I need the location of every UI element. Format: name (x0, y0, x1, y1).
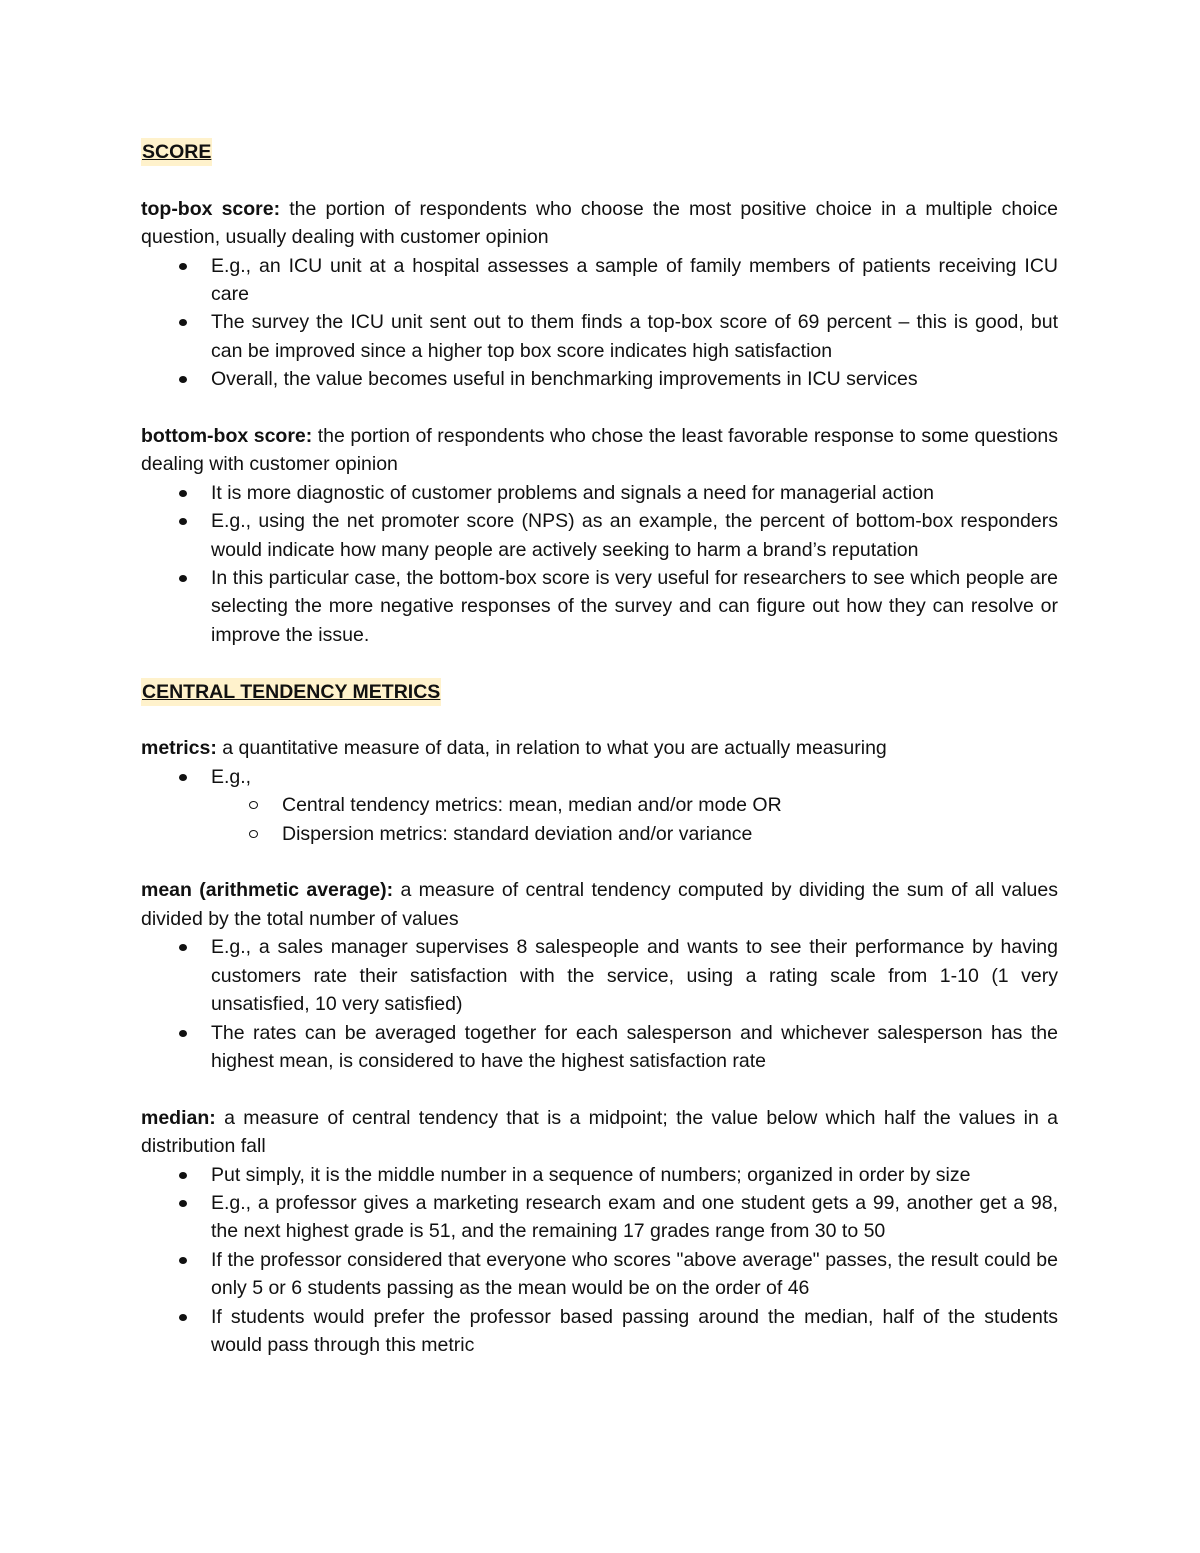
definition-mean (141, 876, 1058, 933)
definition-median (141, 1104, 1058, 1161)
term-top-box-score: top-box score: (141, 197, 281, 220)
definition-top-box-score (141, 195, 1058, 252)
term-bottom-box-score: bottom-box score: (141, 425, 313, 448)
list-item-text: Put simply, it is the middle number in a sequence of numbers; organized in order by size (211, 1163, 971, 1186)
list-item (141, 1189, 1058, 1246)
bullet-icon (179, 1200, 187, 1207)
section-heading-score: SCORE (141, 138, 212, 166)
list-item (141, 1019, 1058, 1076)
bullet-list (141, 933, 1058, 1075)
list-item (141, 365, 1058, 393)
bullet-icon (179, 1172, 187, 1179)
sub-bullet-list (211, 791, 1058, 848)
list-item (141, 308, 1058, 365)
list-item-text: The rates can be averaged together for each salesperson and whichever salesperson has the highest mean, is considered to have the highest satisfaction rate (211, 1021, 1058, 1072)
list-item (141, 933, 1058, 1018)
hollow-bullet-icon (249, 830, 258, 838)
definition-text: a measure of central tendency computed by dividing the sum of all values divided by the total number of values (141, 879, 1058, 930)
list-item (141, 479, 1058, 507)
list-item-text: E.g., using the net promoter score (NPS) as an example, the percent of bottom-box responders would indicate how many people are actively seeking to harm a brand’s reputation (211, 510, 1058, 561)
definition-text: the portion of respondents who chose the least favorable response to some questions dealing with customer opinion (141, 425, 1058, 476)
list-item-text: It is more diagnostic of customer problems and signals a need for managerial action (211, 481, 934, 504)
definition-bottom-box-score (141, 422, 1058, 479)
bullet-icon (179, 490, 187, 497)
document-page (141, 138, 1058, 1359)
bullet-list (141, 763, 1058, 848)
list-item-text: E.g., an ICU unit at a hospital assesses a sample of family members of patients receiving ICU care (211, 254, 1058, 306)
sub-list-item (211, 791, 1058, 819)
bullet-icon (179, 263, 187, 270)
bullet-icon (179, 319, 187, 326)
bullet-list (141, 1161, 1058, 1360)
term-metrics: metrics: (141, 737, 217, 760)
hollow-bullet-icon (249, 801, 258, 809)
list-item-text: E.g., (211, 765, 252, 788)
list-item (141, 763, 1058, 848)
bullet-list (141, 252, 1058, 394)
sub-list-item (211, 820, 1058, 848)
definition-metrics (141, 734, 1058, 762)
list-item (141, 507, 1058, 564)
definition-text: the portion of respondents who choose the most positive choice in a multiple choice question, usually dealing with customer opinion (141, 197, 1058, 249)
list-item-text: Overall, the value becomes useful in benchmarking improvements in ICU services (211, 368, 918, 391)
list-item (141, 564, 1058, 649)
term-mean: mean (arithmetic average): (141, 879, 394, 902)
list-item (141, 1303, 1058, 1360)
bullet-icon (179, 944, 187, 951)
definition-text: a quantitative measure of data, in relation to what you are actually measuring (216, 737, 887, 760)
bullet-icon (179, 1314, 187, 1321)
list-item-text: E.g., a professor gives a marketing research exam and one student gets a 99, another get a 98, the next highest grade is 51, and the remaining 17 grades range from 30 to 50 (211, 1191, 1058, 1243)
list-item (141, 252, 1058, 309)
list-item-text: If the professor considered that everyone who scores "above average" passes, the result could be only 5 or 6 students passing as the mean would be on the order of 46 (211, 1248, 1058, 1300)
bullet-icon (179, 774, 187, 781)
list-item (141, 1161, 1058, 1189)
bullet-icon (179, 1030, 187, 1037)
list-item-text: E.g., a sales manager supervises 8 salespeople and wants to see their performance by having customers rate their satisfaction with the service, using a rating scale from 1-10 (1 very unsatisfied, 10 very satisfied) (211, 936, 1058, 1016)
bullet-icon (179, 518, 187, 525)
definition-text: a measure of central tendency that is a midpoint; the value below which half the values in a distribution fall (141, 1106, 1058, 1158)
list-item-text: The survey the ICU unit sent out to them finds a top-box score of 69 percent – this is good, but can be improved since a higher top box score indicates high satisfaction (211, 311, 1058, 362)
sub-list-item-text: Dispersion metrics: standard deviation and/or variance (282, 822, 753, 845)
list-item-text: In this particular case, the bottom-box score is very useful for researchers to see which people are selecting the more negative responses of the survey and can figure out how they can resolve or improve the issue. (211, 567, 1058, 646)
sub-list-item-text: Central tendency metrics: mean, median and/or mode OR (282, 794, 782, 817)
bullet-icon (179, 575, 187, 582)
list-item-text: If students would prefer the professor based passing around the median, half of the students would pass through this metric (211, 1305, 1058, 1356)
bullet-icon (179, 1257, 187, 1264)
bullet-list (141, 479, 1058, 649)
list-item (141, 1246, 1058, 1303)
section-heading-central-tendency-metrics: CENTRAL TENDENCY METRICS (141, 678, 441, 706)
term-median: median: (141, 1106, 216, 1129)
bullet-icon (179, 376, 187, 383)
